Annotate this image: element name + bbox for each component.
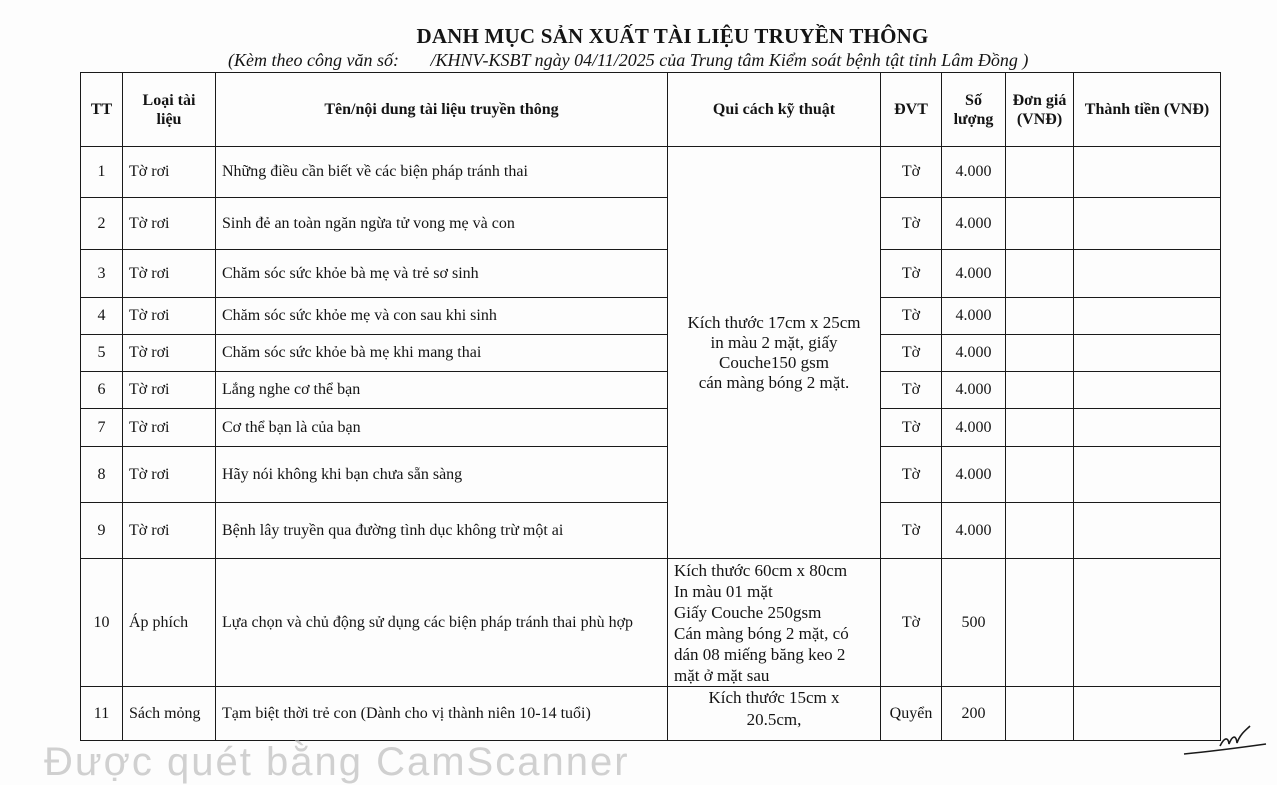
cell-unit: Tờ: [881, 409, 942, 447]
cell-spec-group-2: [668, 559, 881, 687]
cell-tt: 9: [81, 503, 123, 559]
cell-total: [1074, 250, 1221, 298]
cell-name: Lắng nghe cơ thể bạn: [216, 372, 668, 409]
cell-type: Tờ rơi: [123, 298, 216, 335]
spec-line: cán màng bóng 2 mặt.: [698, 372, 850, 392]
cell-unit-price: [1006, 409, 1074, 447]
cell-total: [1074, 147, 1221, 198]
cell-unit-price: [1006, 335, 1074, 372]
cell-total: [1074, 372, 1221, 409]
table-row: [81, 503, 1221, 559]
cell-unit: Tờ: [881, 298, 942, 335]
table-row: [81, 409, 1221, 447]
cell-type: Tờ rơi: [123, 372, 216, 409]
cell-total: [1074, 298, 1221, 335]
cell-total: [1074, 503, 1221, 559]
signature-mark: [1180, 722, 1270, 759]
cell-name: Bệnh lây truyền qua đường tình dục không trừ một ai: [216, 503, 668, 559]
cell-tt: 7: [81, 409, 123, 447]
cell-unit-price: [1006, 503, 1074, 559]
cell-unit: Tờ: [881, 503, 942, 559]
cell-name: Những điều cần biết về các biện pháp tránh thai: [216, 147, 668, 198]
cell-type: Tờ rơi: [123, 409, 216, 447]
cell-tt: 8: [81, 447, 123, 503]
cell-tt: 11: [81, 687, 123, 741]
header-total: Thành tiền (VNĐ): [1074, 73, 1221, 147]
spec-line: 20.5cm,: [746, 710, 802, 729]
cell-type: Tờ rơi: [123, 198, 216, 250]
header-spec: Qui cách kỹ thuật: [668, 73, 881, 147]
table-row: [81, 198, 1221, 250]
cell-unit: Quyển: [881, 687, 942, 741]
spec-line: Giấy Couche 250gsm: [674, 602, 822, 622]
cell-unit-price: [1006, 250, 1074, 298]
spec-line: in màu 2 mặt, giấy: [710, 332, 838, 352]
cell-tt: 3: [81, 250, 123, 298]
cell-qty: 4.000: [942, 409, 1006, 447]
cell-unit-price: [1006, 147, 1074, 198]
cell-unit: Tờ: [881, 559, 942, 687]
table-row: [81, 372, 1221, 409]
table-row: [81, 447, 1221, 503]
cell-tt: 2: [81, 198, 123, 250]
spec-line: mặt ở mặt sau: [674, 665, 770, 685]
cell-name: Chăm sóc sức khỏe bà mẹ và trẻ sơ sinh: [216, 250, 668, 298]
cell-spec-group-1: [668, 147, 881, 559]
cell-name: Cơ thể bạn là của bạn: [216, 409, 668, 447]
cell-spec-group-3: [668, 687, 881, 741]
cell-name: Hãy nói không khi bạn chưa sẵn sàng: [216, 447, 668, 503]
cell-unit-price: [1006, 687, 1074, 741]
cell-total: [1074, 409, 1221, 447]
spec-line: Kích thước 60cm x 80cm: [674, 560, 848, 580]
cell-unit: Tờ: [881, 447, 942, 503]
table-row: [81, 147, 1221, 198]
cell-unit-price: [1006, 198, 1074, 250]
cell-qty: 4.000: [942, 503, 1006, 559]
cell-name: Sinh đẻ an toàn ngăn ngừa tử vong mẹ và con: [216, 198, 668, 250]
cell-name: Chăm sóc sức khỏe mẹ và con sau khi sinh: [216, 298, 668, 335]
cell-unit-price: [1006, 298, 1074, 335]
cell-tt: 10: [81, 559, 123, 687]
spec-line: Kích thước 17cm x 25cm: [687, 312, 861, 332]
cell-unit: Tờ: [881, 147, 942, 198]
cell-unit: Tờ: [881, 250, 942, 298]
cell-total: [1074, 198, 1221, 250]
cell-name: Chăm sóc sức khỏe bà mẹ khi mang thai: [216, 335, 668, 372]
header-name: Tên/nội dung tài liệu truyền thông: [216, 73, 668, 147]
cell-total: [1074, 335, 1221, 372]
cell-qty: 4.000: [942, 447, 1006, 503]
cell-tt: 6: [81, 372, 123, 409]
cell-type: Áp phích: [123, 559, 216, 687]
cell-total: [1074, 559, 1221, 687]
cell-type: Tờ rơi: [123, 147, 216, 198]
cell-unit: Tờ: [881, 335, 942, 372]
cell-unit-price: [1006, 559, 1074, 687]
cell-unit-price: [1006, 447, 1074, 503]
header-type: Loại tài liệu: [123, 73, 216, 147]
cell-qty: 500: [942, 559, 1006, 687]
cell-unit: Tờ: [881, 372, 942, 409]
cell-qty: 200: [942, 687, 1006, 741]
cell-qty: 4.000: [942, 298, 1006, 335]
cell-unit: Tờ: [881, 198, 942, 250]
header-unit-price: Đơn giá (VNĐ): [1006, 73, 1074, 147]
cell-qty: 4.000: [942, 147, 1006, 198]
document-subtitle: (Kèm theo công văn số: /KHNV-KSBT ngày 04/11/2025 của Trung tâm Kiểm soát bệnh tật tỉnh Lâm Đồng ): [228, 50, 1029, 70]
cell-tt: 4: [81, 298, 123, 335]
table-row: [81, 687, 1221, 741]
header-qty: Số lượng: [942, 73, 1006, 147]
cell-total: [1074, 447, 1221, 503]
header-tt: TT: [81, 73, 123, 147]
table-header-row: [81, 73, 1221, 147]
cell-tt: 1: [81, 147, 123, 198]
cell-type: Tờ rơi: [123, 335, 216, 372]
spec-line: Couche150 gsm: [718, 352, 830, 372]
cell-qty: 4.000: [942, 198, 1006, 250]
cell-name: Lựa chọn và chủ động sử dụng các biện pháp tránh thai phù hợp: [216, 559, 668, 687]
table-row: [81, 298, 1221, 335]
cell-type: Sách mỏng: [123, 687, 216, 741]
spec-line: Kích thước 15cm x: [708, 688, 840, 707]
cell-tt: 5: [81, 335, 123, 372]
table-row: [81, 250, 1221, 298]
cell-qty: 4.000: [942, 372, 1006, 409]
spec-line: Cán màng bóng 2 mặt, có: [674, 623, 849, 643]
document-title: DANH MỤC SẢN XUẤT TÀI LIỆU TRUYỀN THÔNG: [416, 24, 929, 48]
spec-line: dán 08 miếng băng keo 2: [674, 644, 846, 664]
catalog-table: [80, 72, 1221, 741]
header-unit: ĐVT: [881, 73, 942, 147]
table-row: [81, 559, 1221, 687]
cell-qty: 4.000: [942, 250, 1006, 298]
cell-type: Tờ rơi: [123, 503, 216, 559]
spec-line: In màu 01 mặt: [674, 581, 773, 601]
cell-qty: 4.000: [942, 335, 1006, 372]
cell-type: Tờ rơi: [123, 250, 216, 298]
scanner-watermark: Được quét bằng CamScanner: [44, 740, 630, 784]
cell-name: Tạm biệt thời trẻ con (Dành cho vị thành niên 10-14 tuổi): [216, 687, 668, 741]
cell-unit-price: [1006, 372, 1074, 409]
table-row: [81, 335, 1221, 372]
cell-type: Tờ rơi: [123, 447, 216, 503]
